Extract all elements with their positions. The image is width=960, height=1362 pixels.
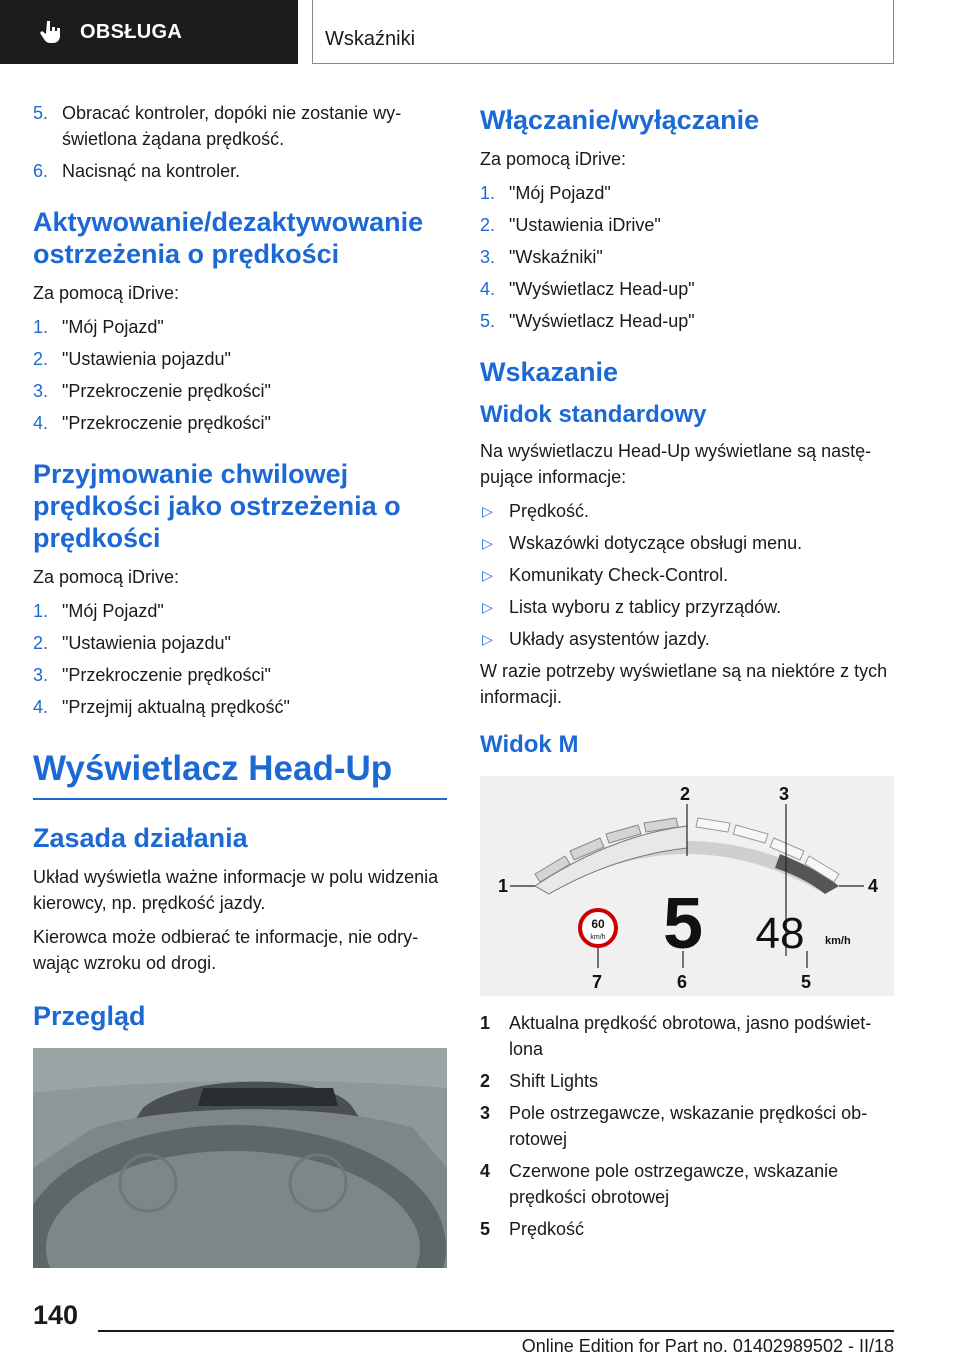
list-item: 4. "Przejmij aktualną prędkość" xyxy=(33,697,290,717)
triangle-bullet-icon: ▷ xyxy=(482,631,493,647)
list-item: 4. "Przekroczenie prędkości" xyxy=(33,413,271,433)
heading-display: Wskazanie xyxy=(480,357,619,387)
callout-4: 4 xyxy=(868,876,879,896)
info-bullet-list xyxy=(480,498,894,652)
chapter-header xyxy=(312,0,894,64)
list-item: ▷ Prędkość. xyxy=(480,498,894,524)
heading-activate-warning: Aktywowanie/dezaktywowanie ostrzeżenia o prędkości xyxy=(33,207,424,269)
paragraph: Układ wyświetla ważne informacje w polu widzenia kierowcy, np. prędkość jazdy. xyxy=(33,867,439,913)
figure-legend xyxy=(480,1010,894,1242)
idrive-intro: Za pomocą iDrive: xyxy=(33,567,180,587)
heading-hud: Wyświetlacz Head-Up xyxy=(33,748,447,800)
list-item: 5. Obracać kontroler, dopóki nie zostanie wyświetlona żądana prędkość. xyxy=(33,103,402,149)
heading-accept-speed: Przyjmowanie chwilowej prędkości jako ostrzeżenia o prędkości xyxy=(33,459,401,553)
list-item: 6. Nacisnąć na kontroler. xyxy=(33,161,241,181)
callout-6: 6 xyxy=(677,972,688,992)
heading-principle: Zasada działania xyxy=(33,823,248,853)
hand-pointer-icon xyxy=(38,19,64,45)
gear-indicator: 5 xyxy=(662,884,704,964)
list-item: 4. "Wyświetlacz Head-up" xyxy=(480,279,695,299)
dashboard-photo xyxy=(33,1048,447,1268)
triangle-bullet-icon: ▷ xyxy=(482,535,493,551)
triangle-bullet-icon: ▷ xyxy=(482,503,493,519)
list-item: 2. "Ustawienia pojazdu" xyxy=(33,349,231,369)
list-item: ▷ Komunikaty Check-Control. xyxy=(480,562,894,588)
hud-m-view-diagram xyxy=(480,776,894,996)
list-item: 1. "Mój Pojazd" xyxy=(33,601,164,621)
section-label: OBSŁUGA xyxy=(80,20,183,43)
callout-7: 7 xyxy=(592,972,603,992)
speed-limit-unit: km/h xyxy=(590,934,606,941)
left-column xyxy=(33,100,447,1268)
list-item: 3. "Przekroczenie prędkości" xyxy=(33,665,271,685)
callout-5: 5 xyxy=(801,972,812,992)
list-item: ▷ Lista wyboru z tablicy przyrządów. xyxy=(480,594,894,620)
legend-item: 3 Pole ostrzegawcze, wskazanie prędkości obrotowej xyxy=(480,1103,868,1149)
paragraph: Na wyświetlaczu Head-Up wyświetlane są następujące informacje: xyxy=(480,441,872,487)
activate-steps-list xyxy=(33,314,447,436)
list-item: 1. "Mój Pojazd" xyxy=(480,183,611,203)
paragraph: Kierowca może odbierać te informacje, nie odrywając wzroku od drogi. xyxy=(33,927,419,973)
legend-item: 4 Czerwone pole ostrzegawcze, wskazanie prędkości obrotowej xyxy=(480,1161,839,1207)
speed-limit-value: 60 xyxy=(591,917,605,931)
list-item: 2. "Ustawienia pojazdu" xyxy=(33,633,231,653)
list-item: 3. "Przekroczenie prędkości" xyxy=(33,381,271,401)
list-item: ▷ Układy asystentów jazdy. xyxy=(480,626,894,652)
triangle-bullet-icon: ▷ xyxy=(482,599,493,615)
section-tab xyxy=(0,0,298,64)
accept-steps-list xyxy=(33,598,447,720)
list-item: 5. "Wyświetlacz Head-up" xyxy=(480,311,695,331)
heading-m-view: Widok M xyxy=(480,731,579,758)
list-item: 2. "Ustawienia iDrive" xyxy=(480,215,661,235)
legend-item: 1 Aktualna prędkość obrotowa, jasno podświetlona xyxy=(480,1013,872,1059)
triangle-bullet-icon: ▷ xyxy=(482,567,493,583)
heading-on-off: Włączanie/wyłączanie xyxy=(480,105,760,135)
speed-unit: km/h xyxy=(825,935,851,947)
on-off-steps-list xyxy=(480,180,894,334)
chapter-title: Wskaźniki xyxy=(325,28,416,50)
list-item: ▷ Wskazówki dotyczące obsługi menu. xyxy=(480,530,894,556)
heading-standard-view: Widok standardowy xyxy=(480,401,707,428)
callout-3: 3 xyxy=(779,784,790,804)
idrive-intro: Za pomocą iDrive: xyxy=(33,283,180,303)
footer-divider xyxy=(98,1330,894,1332)
idrive-intro: Za pomocą iDrive: xyxy=(480,149,627,169)
callout-1: 1 xyxy=(498,876,509,896)
speed-value: 48 xyxy=(755,909,805,958)
steps-top-list xyxy=(33,100,447,184)
list-item: 1. "Mój Pojazd" xyxy=(33,317,164,337)
right-column xyxy=(480,100,894,1248)
list-item: 3. "Wskaźniki" xyxy=(480,247,603,267)
page-number: 140 xyxy=(33,1300,79,1330)
paragraph: W razie potrzeby wyświetlane są na niektóre z tych informacji. xyxy=(480,661,888,707)
edition-note: Online Edition for Part no. 01402989502 - II/18 xyxy=(521,1336,894,1356)
heading-overview: Przegląd xyxy=(33,1001,146,1031)
callout-2: 2 xyxy=(680,784,691,804)
legend-item: 2 Shift Lights xyxy=(480,1071,599,1091)
legend-item: 5 Prędkość xyxy=(480,1219,585,1239)
